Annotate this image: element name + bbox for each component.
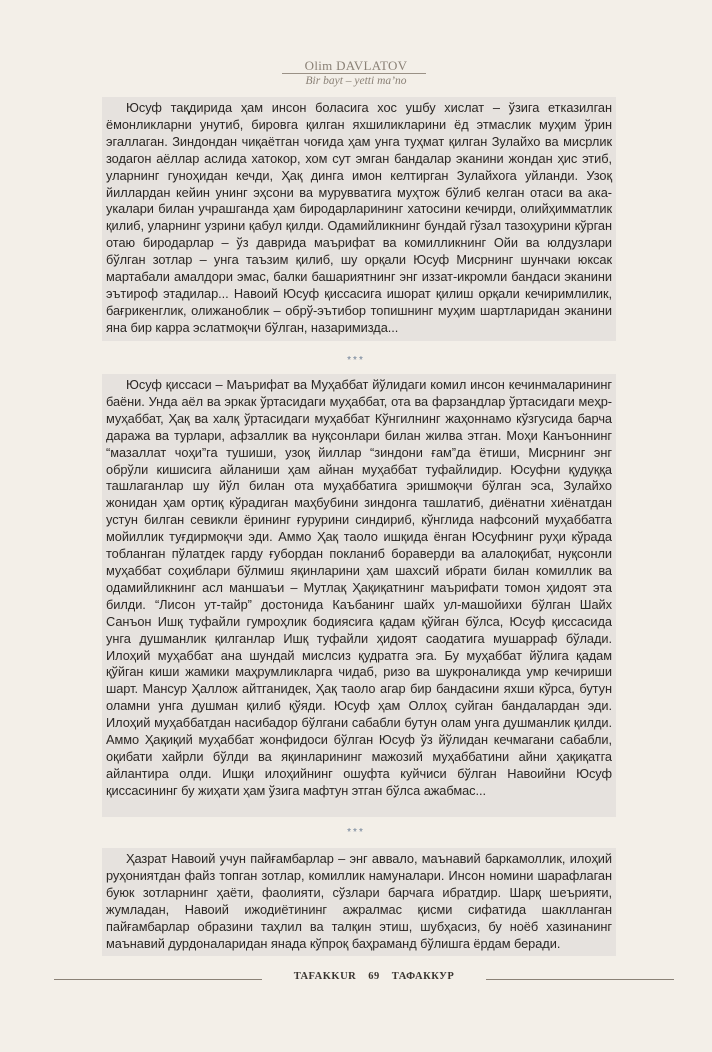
page-number: 69 (368, 971, 380, 982)
paragraph-block-1 (102, 97, 616, 341)
header-author: Olim DAVLATOV (304, 58, 408, 73)
header-divider (282, 73, 426, 74)
footer-title-cyrillic: ТАФАККУР (391, 971, 455, 982)
section-separator-2: *** (347, 827, 365, 838)
footer-title-latin: TAFAKKUR (293, 971, 357, 982)
paragraph-2: Юсуф қиссаси – Маърифат ва Муҳаббат йўлидаги комил инсон кечинмаларининг баёни. Унда аёл ва эркак ўртасидаги муҳаббат, ота ва фарзандлар ўртасидаги меҳр-муҳаббат, Ҳақ ва халқ ўртасидаги муҳаббат Кўнгилнинг жаҳоннамо кўзгусида барча даража ва турлари, афзаллик ва нуқсонлари билан жилва этган. Моҳи Канъоннинг “мазаллат чоҳи”га тушиши, узоқ йиллар “зиндони ғам”да ётиши, Мисрнинг энг обрўли кишисига айланиши ҳам айнан муҳаббат туфайлидир. Юсуфни қудуққа ташлаганлар шу йўл билан ота муҳаббатига эришмоқчи бўлган эса, Зулайхо жонидан ҳам ортиқ кўрадиган маҳбубини зиндонга ташлатиб, диёнатни хиёнатдан устун билган севикли ёрининг ғурурини синдириб, кўнглида нафсоний муҳаббатга мойиллик туғдирмоқчи эди. Аммо Ҳақ таоло ишқида ёнган Юсуфнинг руҳи кўрада тобланган пўлатдек гарду ғубордан покланиб бораверди ва алалоқибат, нуқсонли муҳаббат соҳиблари бўлмиш яқинларини ҳам шахсий ибрати билан комиллик ва одамийликнинг асл маншаъи – Мутлақ Ҳақиқатнинг маърифати томон ҳидоят эта билди. “Лисон ут-тайр” достонида Каъбанинг шайх ул-машойихи бўлган Шайх Санъон Ишқ туфайли гумроҳлик бодиясига қадам қўйган бўлса, Юсуф қиссасида унга душманлик қилганлар Ишқ туфайли ҳидоят саодатига мушарраф бўлади. Илоҳий муҳаббат ана шундай мислсиз қудратга эга. Бу муҳаббат йўлига қадам қўйган киши жамики маҳрумликларга чидаб, ризо ва шукроналикда умр кечириши шарт. Мансур Ҳаллож айтганидек, Ҳақ таоло агар бир бандасини яхши кўрса, бутун оламни унга душман қилиб қўяди. Юсуф ҳам Оллоҳ суйган бандалардан эди. Илоҳий муҳаббатдан насибадор бўлгани сабабли бутун олам унга душманлик қилди. Аммо Ҳақиқий муҳаббат жонфидоси бўлган Юсуф ўз йўлидан кечмагани сабабли, оқибати хайрли бўлди ва яқинларининг мажозий муҳаббатини айни ҳақиқатга айлантира олди. Ишқи илоҳийнинг ошуфта куйчиси бўлган Навоийни Юсуф қиссасининг бу жиҳати ҳам ўзига мафтун этган бўлса ажабмас... (106, 377, 612, 798)
paragraph-1: Юсуф тақдирида ҳам инсон боласига хос ушбу хислат – ўзига етказилган ёмонликларни унутиб, бировга қилган яхшиликларини ёд этмаслик муҳим ўрин эгаллаган. Зиндондан чиқаётган чоғида ҳам унга туҳмат қилган Зулайхо ва мисрлик зодагон аёллар аслида хатокор, хом сут эмган бандалар эканини жондан ҳис этиб, уларнинг гуноҳидан кечди, Ҳақ динга имон келтирган Зулайхога уйланди. Узоқ йиллардан кейин унинг эҳсони ва мурувватига муҳтож бўлиб келган отаси ва ака-укалари билан учрашганда ҳам биродарларининг хатосини кечирди, олийҳимматлик қилиб, уларнинг узрини қабул қилди. Одамийликнинг бундай гўзал тазоҳурини кўрган отаю биродарлар – ўз даврида маърифат ва комилликнинг Ойи ва юлдузлари бўлган зотлар – унга таъзим қилиб, шу орқали Юсуф Мисрнинг шунчаки юксак мартабали амалдори эмас, балки башариятнинг энг иззат-икромли бандаси эканини эътироф этадилар... Навоий Юсуф қиссасига ишорат қилиш орқали кечиримлилик, бағрикенглик, олижаноблик – обрў-эътибор топишнинг муҳим шартларидан эканини яна бир карра эслатмоқчи бўлган, назаримизда... (106, 100, 612, 335)
page-footer (0, 971, 712, 987)
footer-rule-right (486, 979, 674, 980)
footer-text (262, 971, 486, 982)
header-subtitle: Bir bayt – yetti ma’no (305, 75, 407, 87)
paragraph-block-2 (102, 374, 616, 817)
section-separator-1: *** (347, 355, 365, 366)
paragraph-block-3 (102, 848, 616, 956)
footer-rule-left (54, 979, 262, 980)
paragraph-3: Ҳазрат Навоий учун пайғамбарлар – энг аввало, маънавий баркамоллик, илоҳий руҳониятдан файз топган зотлар, комиллик намуналари. Инсон номини шарафлаган буюк зотларнинг ҳаёти, фаолияти, сўзлари барчага ибратдир. Шарқ шеърияти, жумладан, Навоий ижодиётининг ажралмас қисми сифатида шаклланган пайғамбарлар образини таҳлил ва талқин этиш, шубҳасиз, бу ноёб хазинанинг маънавий дурдоналаридан янада кўпроқ баҳраманд бўлишга ёрдам беради. (106, 851, 612, 951)
